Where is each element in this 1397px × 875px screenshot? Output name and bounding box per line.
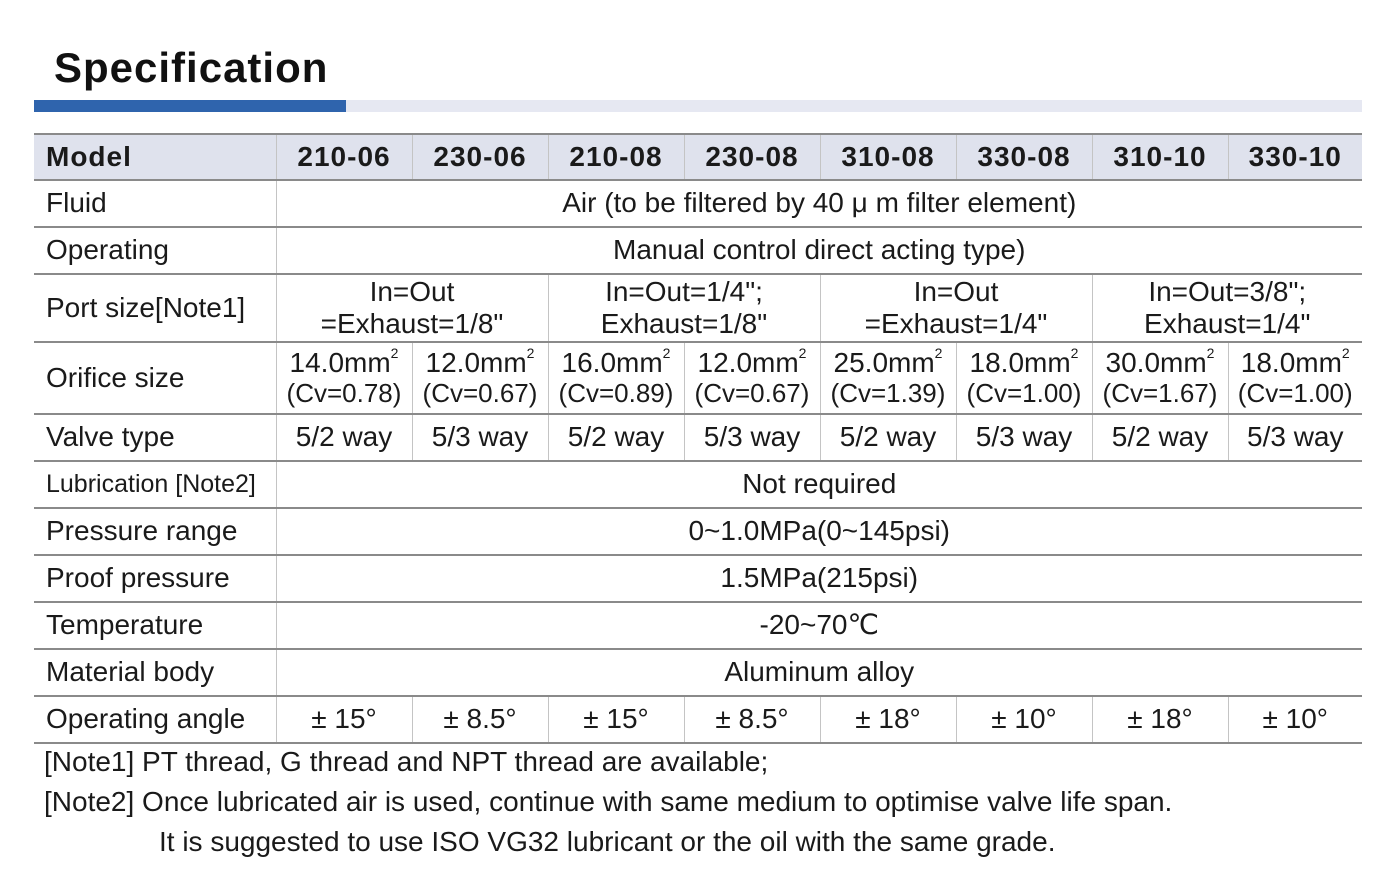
orifice-cell: [820, 342, 956, 414]
proof-pressure-label: Proof pressure: [34, 555, 276, 602]
orifice-unit-superscript: 2: [390, 344, 399, 361]
port-size-cell: [276, 274, 548, 342]
orifice-area: 12.0mm: [425, 346, 527, 378]
orifice-unit-superscript: 2: [1341, 344, 1350, 361]
orifice-size-label: Orifice size: [34, 342, 276, 414]
model-cell: 210-08: [548, 134, 684, 180]
material-body-row: [34, 649, 1362, 696]
port-size-cell: [1092, 274, 1362, 342]
operating-angle-cell: ± 18°: [820, 696, 956, 743]
page-title: Specification: [54, 44, 329, 91]
orifice-cv: (Cv=0.78): [286, 378, 402, 409]
operating-angle-cell: ± 8.5°: [412, 696, 548, 743]
title-underline-accent: [34, 100, 346, 112]
orifice-area: 30.0mm: [1105, 346, 1207, 378]
pressure-range-value: 0~1.0MPa(0~145psi): [276, 508, 1362, 555]
pressure-range-row: [34, 508, 1362, 555]
port-size-line1: In=Out=1/4";: [605, 275, 763, 307]
orifice-cv: (Cv=1.67): [1102, 378, 1218, 409]
lubrication-value: Not required: [276, 461, 1362, 508]
operating-angle-cell: ± 10°: [1228, 696, 1362, 743]
orifice-cell: [956, 342, 1092, 414]
port-size-cell: [548, 274, 820, 342]
fluid-label: Fluid: [34, 180, 276, 227]
operating-angle-cell: ± 15°: [548, 696, 684, 743]
port-size-line1: In=Out: [369, 275, 455, 307]
orifice-area: 14.0mm: [289, 346, 391, 378]
proof-pressure-row: [34, 555, 1362, 602]
port-size-row: [34, 274, 1362, 342]
orifice-cell: [412, 342, 548, 414]
port-size-cell: [820, 274, 1092, 342]
operating-angle-cell: ± 10°: [956, 696, 1092, 743]
operating-angle-label: Operating angle: [34, 696, 276, 743]
model-cell: 310-10: [1092, 134, 1228, 180]
orifice-cell: [684, 342, 820, 414]
orifice-cv: (Cv=0.89): [558, 378, 674, 409]
operating-angle-row: [34, 696, 1362, 743]
valve-type-cell: 5/2 way: [1092, 414, 1228, 461]
orifice-unit-superscript: 2: [798, 344, 807, 361]
lubrication-label: Lubrication [Note2]: [34, 461, 276, 508]
model-header-row: [34, 134, 1362, 180]
material-body-value: Aluminum alloy: [276, 649, 1362, 696]
port-size-line2: Exhaust=1/4": [1144, 308, 1311, 339]
orifice-area: 16.0mm: [561, 346, 663, 378]
orifice-unit-superscript: 2: [526, 344, 535, 361]
port-size-line2: =Exhaust=1/8": [320, 308, 504, 339]
title-underline-bar: [34, 100, 1362, 112]
orifice-area: 25.0mm: [833, 346, 935, 378]
lubrication-row: [34, 461, 1362, 508]
orifice-unit-superscript: 2: [662, 344, 671, 361]
valve-type-cell: 5/3 way: [956, 414, 1092, 461]
valve-type-cell: 5/3 way: [412, 414, 548, 461]
valve-type-cell: 5/2 way: [276, 414, 412, 461]
orifice-cell: [276, 342, 412, 414]
model-cell: 330-10: [1228, 134, 1362, 180]
operating-value: Manual control direct acting type): [276, 227, 1362, 274]
orifice-size-row: [34, 342, 1362, 414]
fluid-value: Air (to be filtered by 40 μ m filter element): [276, 180, 1362, 227]
note2: [Note2] Once lubricated air is used, continue with same medium to optimise valve life span.: [44, 786, 1173, 817]
model-label: Model: [34, 134, 276, 180]
orifice-cell: [1228, 342, 1362, 414]
model-cell: 310-08: [820, 134, 956, 180]
orifice-unit-superscript: 2: [1070, 344, 1079, 361]
notes-section: [44, 742, 1172, 862]
note2-continuation: It is suggested to use ISO VG32 lubricant or the oil with the same grade.: [159, 826, 1056, 857]
model-cell: 330-08: [956, 134, 1092, 180]
model-cell: 210-06: [276, 134, 412, 180]
specification-table: [34, 133, 1362, 744]
valve-type-cell: 5/3 way: [1228, 414, 1362, 461]
port-size-line1: In=Out: [913, 275, 999, 307]
operating-angle-cell: ± 8.5°: [684, 696, 820, 743]
material-body-label: Material body: [34, 649, 276, 696]
orifice-area: 18.0mm: [969, 346, 1071, 378]
orifice-cv: (Cv=1.00): [1237, 378, 1353, 409]
orifice-cell: [548, 342, 684, 414]
valve-type-cell: 5/3 way: [684, 414, 820, 461]
temperature-label: Temperature: [34, 602, 276, 649]
orifice-cv: (Cv=0.67): [694, 378, 810, 409]
orifice-area: 18.0mm: [1240, 346, 1342, 378]
orifice-unit-superscript: 2: [1206, 344, 1215, 361]
port-size-line1: In=Out=3/8";: [1148, 275, 1307, 307]
model-cell: 230-08: [684, 134, 820, 180]
orifice-cell: [1092, 342, 1228, 414]
port-size-label: Port size[Note1]: [34, 274, 276, 342]
temperature-row: [34, 602, 1362, 649]
orifice-cv: (Cv=0.67): [422, 378, 538, 409]
operating-angle-cell: ± 18°: [1092, 696, 1228, 743]
orifice-cv: (Cv=1.00): [966, 378, 1082, 409]
operating-row: [34, 227, 1362, 274]
orifice-area: 12.0mm: [697, 346, 799, 378]
orifice-unit-superscript: 2: [934, 344, 943, 361]
orifice-cv: (Cv=1.39): [830, 378, 946, 409]
fluid-row: [34, 180, 1362, 227]
valve-type-cell: 5/2 way: [548, 414, 684, 461]
temperature-value: -20~70℃: [276, 602, 1362, 649]
port-size-line2: =Exhaust=1/4": [864, 308, 1048, 339]
proof-pressure-value: 1.5MPa(215psi): [276, 555, 1362, 602]
valve-type-cell: 5/2 way: [820, 414, 956, 461]
operating-angle-cell: ± 15°: [276, 696, 412, 743]
valve-type-label: Valve type: [34, 414, 276, 461]
operating-label: Operating: [34, 227, 276, 274]
valve-type-row: [34, 414, 1362, 461]
pressure-range-label: Pressure range: [34, 508, 276, 555]
note1: [Note1] PT thread, G thread and NPT thread are available;: [44, 746, 769, 777]
port-size-line2: Exhaust=1/8": [600, 308, 768, 339]
model-cell: 230-06: [412, 134, 548, 180]
